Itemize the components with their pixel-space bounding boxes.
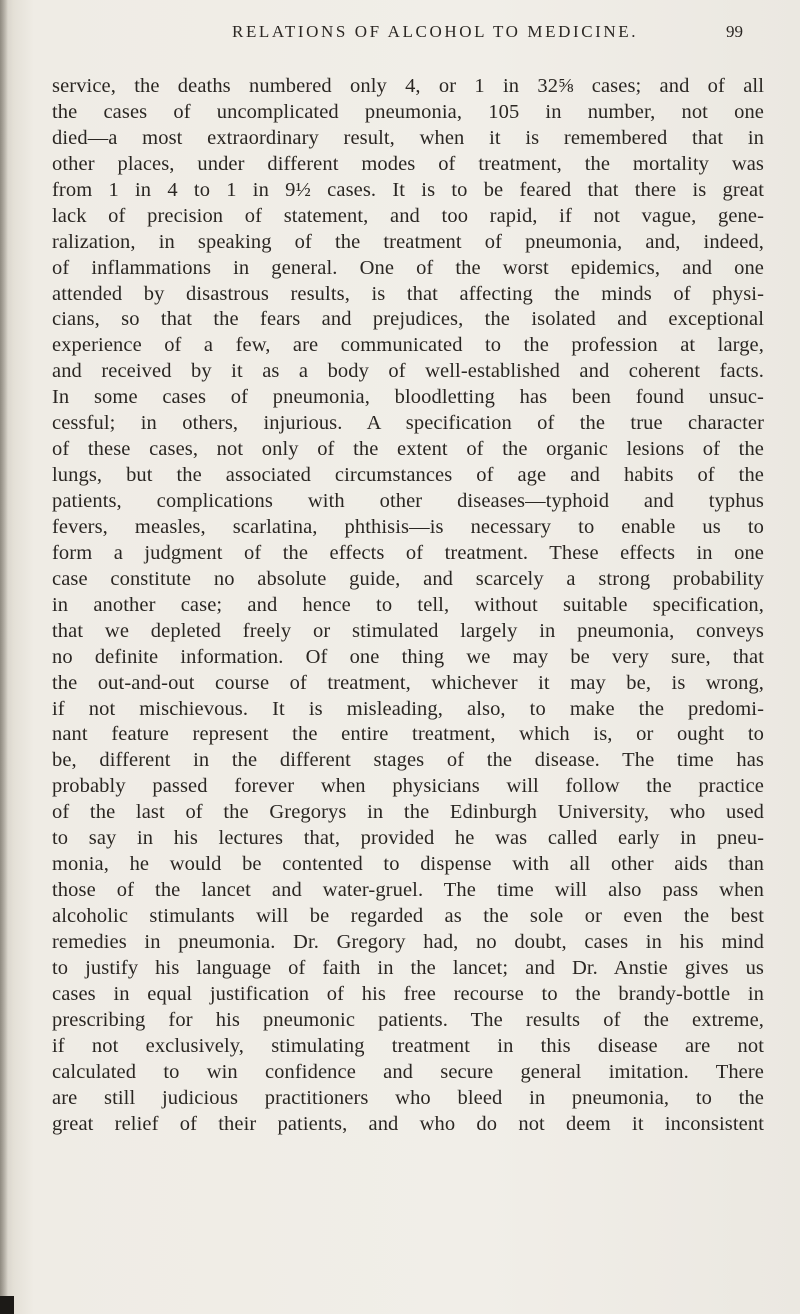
text-line: probably passed forever when physicians will follow the practice (52, 775, 764, 798)
text-line: of inflammations in general. One of the worst epidemics, and one (52, 256, 764, 279)
text-line: are still judicious practitioners who bleed in pneumonia, to the (52, 1086, 764, 1109)
body-text (52, 74, 764, 1137)
text-line: ralization, in speaking of the treatment of pneumonia, and, indeed, (52, 230, 764, 253)
text-line: died—a most extraordinary result, when it is remembered that in (52, 126, 764, 149)
text-line: to say in his lectures that, provided he was called early in pneu- (52, 827, 764, 850)
text-line: of these cases, not only of the extent of the organic lesions of the (52, 438, 764, 461)
text-line: in another case; and hence to tell, without suitable specification, (52, 593, 764, 616)
text-line: calculated to win confidence and secure general imitation. There (52, 1060, 764, 1083)
text-line: that we depleted freely or stimulated largely in pneumonia, conveys (52, 619, 764, 642)
text-line: be, different in the different stages of the disease. The time has (52, 749, 764, 772)
text-line: if not mischievous. It is misleading, also, to make the predomi- (52, 697, 764, 720)
text-line: patients, complications with other diseases—typhoid and typhus (52, 490, 764, 512)
text-line: cians, so that the fears and prejudices, the isolated and exceptional (52, 308, 764, 331)
text-line: attended by disastrous results, is that affecting the minds of physi- (52, 282, 764, 305)
text-line: great relief of their patients, and who do not deem it inconsistent (52, 1112, 764, 1135)
text-line: of the last of the Gregorys in the Edinburgh University, who used (52, 801, 764, 824)
running-head (0, 14, 800, 50)
text-line: cessful; in others, injurious. A specification of the true character (52, 412, 764, 435)
text-line: no definite information. Of one thing we may be very sure, that (52, 645, 764, 668)
running-head-title: RELATIONS OF ALCOHOL TO MEDICINE. (232, 22, 639, 41)
text-line: to justify his language of faith in the lancet; and Dr. Anstie gives us (52, 956, 764, 979)
text-line: monia, he would be contented to dispense with all other aids than (52, 853, 764, 876)
text-line: from 1 in 4 to 1 in 9½ cases. It is to be feared that there is great (52, 178, 764, 201)
text-line: prescribing for his pneumonic patients. The results of the extreme, (52, 1008, 764, 1031)
text-line: the out-and-out course of treatment, whichever it may be, is wrong, (52, 671, 764, 694)
text-line: lack of precision of statement, and too rapid, if not vague, gene- (52, 204, 764, 227)
text-line: remedies in pneumonia. Dr. Gregory had, no doubt, cases in his mind (52, 930, 764, 953)
page-number: 99 (726, 22, 743, 41)
text-line: and received by it as a body of well-established and coherent facts. (52, 360, 764, 383)
text-line: other places, under different modes of treatment, the mortality was (52, 152, 764, 175)
text-line: those of the lancet and water-gruel. The time will also pass when (52, 879, 764, 902)
text-line: alcoholic stimulants will be regarded as the sole or even the best (52, 905, 764, 927)
text-line: if not exclusively, stimulating treatment in this disease are not (52, 1034, 764, 1057)
binding-gutter-shadow (0, 0, 8, 1314)
text-line: form a judgment of the effects of treatment. These effects in one (52, 541, 764, 564)
text-line: nant feature represent the entire treatment, which is, or ought to (52, 723, 764, 746)
text-line: cases in equal justification of his free recourse to the brandy-bottle in (52, 982, 764, 1005)
text-line: experience of a few, are communicated to the profession at large, (52, 334, 764, 357)
text-line: the cases of uncomplicated pneumonia, 105 in number, not one (52, 100, 764, 123)
text-line: case constitute no absolute guide, and scarcely a strong probability (52, 567, 764, 590)
text-line: lungs, but the associated circumstances of age and habits of the (52, 464, 764, 487)
text-line: In some cases of pneumonia, bloodletting has been found unsuc- (52, 386, 764, 409)
text-line: service, the deaths numbered only 4, or 1 in 32⅝ cases; and of all (52, 75, 764, 97)
scan-corner-mark (0, 1296, 14, 1314)
text-line: fevers, measles, scarlatina, phthisis—is necessary to enable us to (52, 515, 764, 538)
